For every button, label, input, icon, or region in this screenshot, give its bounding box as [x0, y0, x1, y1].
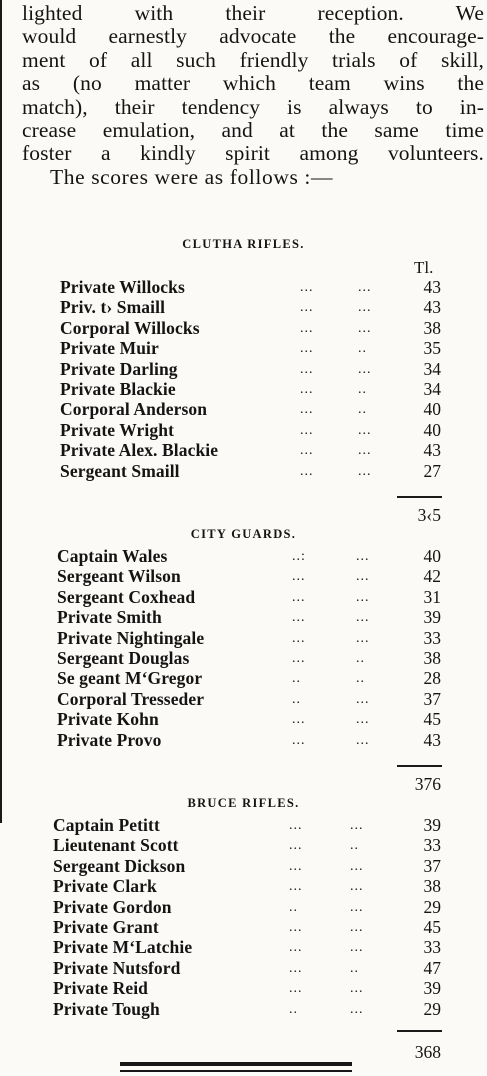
competitor-score: 43	[423, 297, 441, 318]
score-row	[0, 628, 487, 649]
score-row	[0, 297, 487, 318]
leader-dots: ..	[289, 899, 298, 915]
competitor-name: Sergeant Dickson	[53, 855, 186, 876]
competitor-score: 38	[423, 876, 441, 897]
score-row	[0, 917, 487, 938]
team-title: BRUCE RIFLES.	[187, 796, 300, 810]
score-row	[0, 897, 487, 918]
leader-dots: ..	[358, 341, 367, 357]
score-row	[0, 730, 487, 751]
leader-dots: ...	[356, 569, 370, 585]
leader-dots: ...	[300, 443, 314, 459]
leader-dots: ...	[350, 858, 364, 874]
competitor-score: 43	[423, 277, 441, 297]
team-total: 368	[414, 1042, 441, 1062]
score-row	[0, 546, 487, 567]
competitor-name: Corporal Tresseder	[57, 688, 205, 709]
intro-line: crease emulation, and at the same time	[22, 117, 484, 142]
leader-dots: ..	[350, 960, 359, 976]
team-title: CITY GUARDS.	[190, 527, 297, 541]
leader-dots: ..:	[292, 549, 306, 564]
leader-dots: ...	[356, 589, 370, 605]
competitor-name: Private Willocks	[60, 277, 185, 297]
intro-line: foster a kindly spirit among volunteers.	[22, 141, 484, 166]
competitor-score: 33	[423, 627, 441, 648]
leader-dots: ...	[292, 712, 306, 728]
competitor-score: 38	[423, 648, 441, 668]
leader-dots: ...	[350, 920, 364, 935]
leader-dots: ...	[358, 361, 372, 377]
competitor-name: Private Kohn	[57, 709, 159, 730]
leader-dots: ...	[292, 589, 306, 605]
competitor-score: 47	[423, 957, 441, 978]
competitor-score: 45	[423, 709, 441, 730]
team-total: 3‹5	[417, 505, 441, 525]
competitor-score: 40	[423, 546, 441, 566]
score-row	[0, 587, 487, 608]
score-row	[0, 978, 487, 999]
score-row	[0, 359, 487, 380]
leader-dots: ...	[358, 443, 372, 459]
leader-dots: ...	[356, 610, 370, 626]
competitor-name: Captain Petitt	[53, 815, 160, 835]
score-row	[0, 999, 487, 1020]
leader-dots: ...	[300, 300, 314, 316]
competitor-name: Private Provo	[57, 729, 162, 750]
competitor-score: 42	[423, 566, 441, 587]
score-row	[0, 379, 487, 400]
competitor-name: Private Gordon	[53, 896, 172, 917]
competitor-name: Private Reid	[53, 978, 148, 999]
score-row	[0, 958, 487, 979]
leader-dots: ...	[300, 422, 314, 438]
score-row	[0, 709, 487, 730]
competitor-name: Private Grant	[53, 917, 159, 937]
competitor-name: Lieutenant Scott	[53, 835, 179, 856]
leader-dots: ..	[358, 382, 367, 397]
leader-dots: ...	[350, 981, 364, 997]
competitor-name: Private Alex. Blackie	[60, 440, 219, 461]
leader-dots: ...	[350, 1001, 364, 1017]
total-column-header: Tl.	[414, 258, 434, 277]
score-row	[0, 318, 487, 339]
competitor-name: Private Clark	[53, 876, 157, 897]
competitor-name: Private Wright	[60, 419, 174, 440]
score-row	[0, 607, 487, 628]
score-row	[0, 937, 487, 958]
leader-dots: ..	[356, 671, 365, 687]
leader-dots: ...	[350, 899, 364, 915]
score-row	[0, 440, 487, 461]
competitor-score: 40	[423, 419, 441, 440]
leader-dots: ...	[300, 320, 314, 336]
leader-dots: ...	[300, 382, 314, 397]
competitor-score: 43	[423, 440, 441, 461]
competitor-name: Corporal Willocks	[60, 317, 200, 338]
closing-rule-thin	[120, 1070, 352, 1072]
score-row	[0, 338, 487, 359]
leader-dots: ...	[289, 858, 303, 874]
leader-dots: ...	[289, 981, 303, 997]
score-row	[0, 566, 487, 587]
competitor-score: 33	[423, 937, 441, 958]
leader-dots: ...	[292, 569, 306, 585]
competitor-score: 33	[423, 835, 441, 856]
leader-dots: ...	[356, 630, 370, 646]
competitor-score: 45	[423, 917, 441, 937]
team-total: 376	[414, 774, 441, 794]
score-row	[0, 835, 487, 856]
leader-dots: ...	[292, 732, 306, 748]
leader-dots: ...	[350, 940, 364, 956]
competitor-name: Priv. t› Smaill	[60, 297, 166, 318]
leader-dots: ...	[300, 280, 314, 295]
leader-dots: ...	[350, 879, 364, 895]
competitor-score: 35	[423, 338, 441, 359]
competitor-name: Sergeant Coxhead	[57, 586, 196, 607]
score-row	[0, 815, 487, 836]
competitor-score: 28	[423, 668, 441, 689]
score-row	[0, 461, 487, 482]
competitor-name: Private M‘Latchie	[53, 937, 193, 958]
competitor-name: Se geant M‘Gregor	[57, 668, 203, 689]
competitor-name: Private Nutsford	[53, 957, 181, 978]
team-title: CLUTHA RIFLES.	[182, 237, 305, 251]
competitor-score: 37	[423, 688, 441, 709]
competitor-name: Private Smith	[57, 607, 162, 628]
leader-dots: ...	[358, 320, 372, 336]
competitor-score: 39	[423, 978, 441, 999]
closing-rule-thick	[120, 1062, 352, 1066]
leader-dots: ...	[358, 280, 372, 295]
score-row	[0, 689, 487, 710]
total-rule	[397, 765, 442, 767]
leader-dots: ..	[356, 651, 365, 666]
competitor-score: 27	[423, 460, 441, 481]
competitor-name: Captain Wales	[57, 546, 168, 566]
leader-dots: ...	[289, 818, 303, 833]
score-row	[0, 648, 487, 669]
leader-dots: ...	[292, 651, 306, 666]
leader-dots: ..	[289, 1001, 298, 1017]
competitor-score: 34	[423, 379, 441, 399]
competitor-score: 31	[423, 586, 441, 607]
total-rule	[397, 1030, 442, 1032]
leader-dots: ...	[292, 630, 306, 646]
leader-dots: ...	[289, 879, 303, 895]
leader-dots: ...	[292, 610, 306, 626]
intro-line: lighted with their reception. We	[22, 1, 484, 25]
score-row	[0, 399, 487, 420]
score-row	[0, 876, 487, 897]
competitor-score: 39	[423, 815, 441, 835]
competitor-name: Private Nightingale	[57, 627, 205, 648]
competitor-score: 29	[423, 896, 441, 917]
intro-paragraph	[22, 2, 484, 189]
score-row	[0, 277, 487, 298]
leader-dots: ...	[356, 549, 370, 564]
leader-dots: ...	[356, 691, 370, 707]
competitor-score: 40	[423, 399, 441, 420]
intro-line: match), their tendency is always to in-	[22, 94, 484, 119]
leader-dots: ...	[358, 300, 372, 316]
competitor-score: 38	[423, 317, 441, 338]
leader-dots: ...	[289, 960, 303, 976]
competitor-name: Private Muir	[60, 338, 159, 359]
intro-line: ment of all such friendly trials of skill,	[22, 47, 484, 72]
leader-dots: ...	[300, 361, 314, 377]
competitor-name: Corporal Anderson	[60, 399, 208, 420]
leader-dots: ...	[300, 341, 314, 357]
leader-dots: ..	[358, 402, 367, 418]
leader-dots: ...	[289, 920, 303, 935]
score-row	[0, 668, 487, 689]
competitor-score: 29	[423, 998, 441, 1019]
competitor-name: Sergeant Douglas	[57, 648, 190, 668]
leader-dots: ...	[300, 463, 314, 479]
competitor-name: Private Darling	[60, 358, 178, 379]
leader-dots: ..	[292, 671, 301, 687]
competitor-score: 39	[423, 607, 441, 628]
leader-dots: ..	[292, 691, 301, 707]
competitor-score: 37	[423, 855, 441, 876]
competitor-name: Sergeant Wilson	[57, 566, 181, 587]
competitor-score: 34	[423, 358, 441, 379]
total-rule	[397, 496, 442, 498]
leader-dots: ...	[358, 422, 372, 438]
leader-dots: ...	[356, 712, 370, 728]
competitor-name: Private Blackie	[60, 379, 176, 399]
competitor-score: 43	[423, 729, 441, 750]
leader-dots: ...	[356, 732, 370, 748]
competitor-name: Sergeant Smaill	[60, 460, 180, 481]
leader-dots: ...	[289, 838, 303, 854]
competitor-name: Private Tough	[53, 998, 160, 1019]
leader-dots: ..	[350, 838, 359, 854]
score-row	[0, 420, 487, 441]
intro-line: The scores were as follows :—	[50, 164, 334, 189]
leader-dots: ...	[358, 463, 372, 479]
intro-line: as (no matter which team wins the	[22, 71, 484, 96]
leader-dots: ...	[300, 402, 314, 418]
score-row	[0, 856, 487, 877]
leader-dots: ...	[350, 818, 364, 833]
intro-line: would earnestly advocate the encourage-	[22, 24, 484, 49]
leader-dots: ...	[289, 940, 303, 956]
